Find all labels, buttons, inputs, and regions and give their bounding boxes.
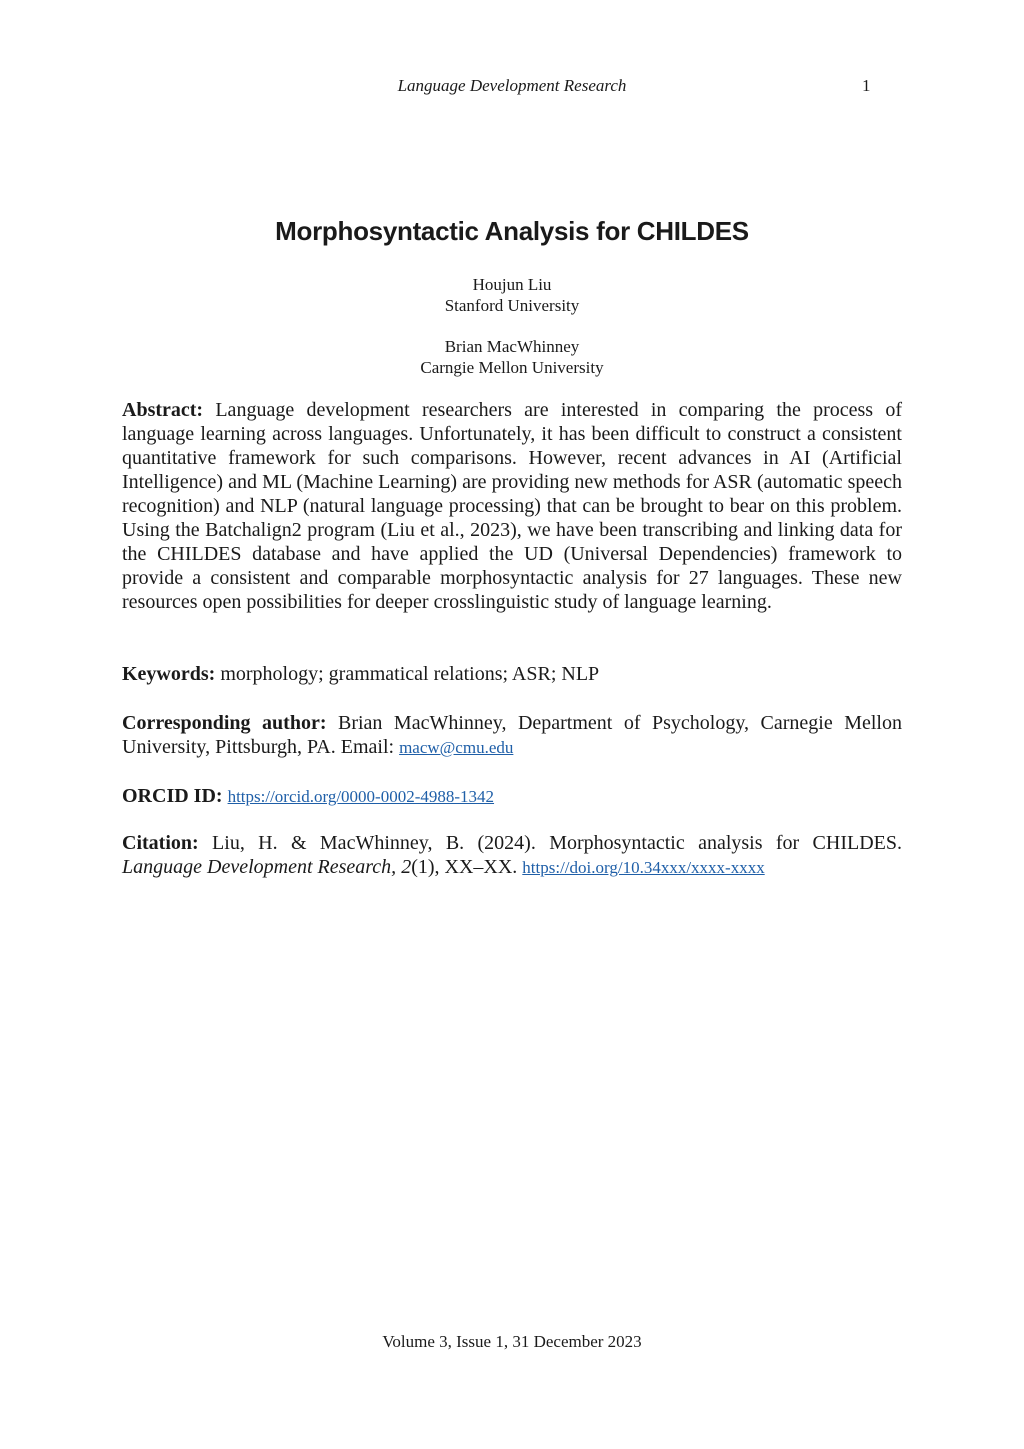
orcid (122, 784, 902, 809)
keywords (122, 662, 902, 686)
abstract-label: Abstract: (122, 399, 204, 421)
author-block-2 (0, 336, 1024, 378)
author-block-1 (0, 274, 1024, 316)
author-name: Houjun Liu (472, 275, 552, 294)
citation-issue-pages: (1), XX–XX. (411, 856, 518, 878)
page-number: 1 (862, 76, 871, 95)
paper-title: Morphosyntactic Analysis for CHILDES (275, 216, 749, 246)
email-link[interactable]: macw@cmu.edu (399, 738, 514, 757)
footer: Volume 3, Issue 1, 31 December 2023 (382, 1332, 642, 1351)
orcid-link[interactable]: https://orcid.org/0000-0002-4988-1342 (227, 787, 495, 806)
keywords-text: morphology; grammatical relations; ASR; NLP (220, 663, 600, 685)
citation (122, 831, 902, 880)
author-affiliation: Stanford University (444, 296, 580, 315)
author-affiliation: Carngie Mellon University (420, 358, 604, 377)
orcid-label: ORCID ID: (122, 785, 223, 807)
running-head: Language Development Research (397, 76, 627, 95)
abstract (122, 398, 902, 614)
author-name: Brian MacWhinney (444, 337, 580, 356)
doi-link[interactable]: https://doi.org/10.34xxx/xxxx-xxxx (522, 858, 765, 877)
corresponding-author (122, 711, 902, 760)
abstract-text: Language development researchers are interested in comparing the process of language learning across languages. Unfortunately, it has been difficult to construct a consistent quantitative framework for such comparisons. However, recent advances in AI (Artificial Intelligence) and ML (Machine Learning) are providing new methods for ASR (automatic speech recognition) and NLP (natural language processing) that can be brought to bear on this problem. Using the Batchalign2 program (Liu et al., 2023), we have been transcribing and linking data for the CHILDES database and have applied the UD (Universal Dependencies) framework to provide a consistent and comparable morphosyntactic analysis for 27 languages. These new resources open possibilities for deeper crosslinguistic study of language learning. (122, 399, 902, 613)
keywords-label: Keywords: (122, 663, 216, 685)
citation-journal: Language Development Research, (122, 856, 397, 878)
citation-label: Citation: (122, 832, 199, 854)
corresponding-author-text: Brian MacWhinney, Department of Psychology, Carnegie Mellon University, Pittsburgh, PA. Email: (122, 712, 902, 758)
citation-text: Liu, H. & MacWhinney, B. (2024). Morphosyntactic analysis for CHILDES. (212, 832, 903, 854)
corresponding-author-label: Corresponding author: (122, 712, 327, 734)
citation-volume: 2 (401, 856, 412, 878)
